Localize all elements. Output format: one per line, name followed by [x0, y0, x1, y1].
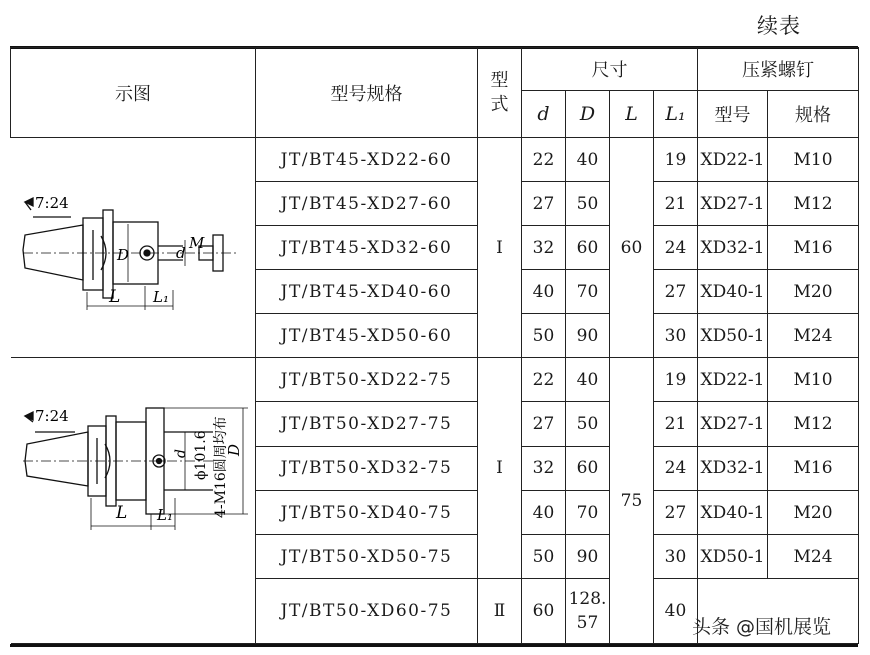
d-cell: 50 — [522, 314, 566, 358]
dim-D-label-45: D — [116, 246, 129, 264]
L1-cell: 40 — [654, 579, 698, 644]
L1-cell: 27 — [654, 490, 698, 534]
continuation-label: 续表 — [757, 14, 801, 38]
D-cell: 70 — [566, 270, 610, 314]
screw-spec-cell: M12 — [768, 402, 859, 446]
screw-spec-cell: M16 — [768, 446, 859, 490]
d-cell: 50 — [522, 535, 566, 579]
screw-spec-cell: M20 — [768, 490, 859, 534]
d-cell: 22 — [522, 358, 566, 402]
table-bottom-rule — [10, 644, 858, 647]
L1-cell: 21 — [654, 182, 698, 226]
L1-cell: 19 — [654, 138, 698, 182]
header-clamp-screw: 压紧螺钉 — [698, 48, 859, 91]
d-cell: 32 — [522, 226, 566, 270]
screw-model-cell: XD40-1 — [698, 490, 768, 534]
bolt-circle-label: ϕ101.6 — [192, 430, 209, 480]
d-cell: 27 — [522, 402, 566, 446]
model-cell: JT/BT50-XD60-75 — [256, 579, 478, 644]
L1-cell: 30 — [654, 535, 698, 579]
header-screw-model: 型号 — [698, 91, 768, 138]
screw-model-cell: XD40-1 — [698, 270, 768, 314]
model-cell: JT/BT50-XD22-75 — [256, 358, 478, 402]
dim-L1-label-45: L₁ — [152, 288, 169, 306]
D-cell: 90 — [566, 535, 610, 579]
model-cell: JT/BT50-XD50-75 — [256, 535, 478, 579]
d-cell: 40 — [522, 490, 566, 534]
model-cell: JT/BT45-XD32-60 — [256, 226, 478, 270]
type-cell-last: Ⅱ — [478, 579, 522, 644]
model-cell: JT/BT50-XD40-75 — [256, 490, 478, 534]
screw-spec-cell: M10 — [768, 138, 859, 182]
D-cell: 70 — [566, 490, 610, 534]
holder-drawing-50 — [13, 358, 253, 638]
watermark: 头条 @国机展览 — [692, 616, 832, 638]
figure-type-1 — [11, 138, 256, 358]
dim-d-label-50: d — [172, 449, 189, 458]
L1-cell: 27 — [654, 270, 698, 314]
L1-cell: 24 — [654, 226, 698, 270]
screw-spec-cell: M24 — [768, 535, 859, 579]
dim-L1-label-50: L₁ — [156, 506, 173, 524]
dim-M-label-45: M — [188, 234, 205, 252]
type-cell-group2: Ⅰ — [478, 358, 522, 579]
D-cell: 50 — [566, 182, 610, 226]
screw-model-cell: XD27-1 — [698, 182, 768, 226]
screw-model-cell: XD32-1 — [698, 226, 768, 270]
figure-type-2 — [11, 358, 256, 644]
header-d: d — [522, 91, 566, 138]
table-row — [11, 358, 859, 402]
D-cell: 40 — [566, 138, 610, 182]
L1-cell: 21 — [654, 402, 698, 446]
model-cell: JT/BT45-XD50-60 — [256, 314, 478, 358]
model-cell: JT/BT45-XD22-60 — [256, 138, 478, 182]
header-figure: 示图 — [11, 48, 256, 138]
model-cell: JT/BT45-XD27-60 — [256, 182, 478, 226]
d-cell: 27 — [522, 182, 566, 226]
holes-label: 4-M16圆周均布 — [212, 416, 229, 518]
D-cell: 50 — [566, 402, 610, 446]
screw-model-cell: XD22-1 — [698, 358, 768, 402]
tool-holder-spec-table — [10, 47, 859, 644]
L-cell-group2: 75 — [610, 358, 654, 644]
D-cell: 60 — [566, 226, 610, 270]
model-cell: JT/BT50-XD32-75 — [256, 446, 478, 490]
model-cell: JT/BT45-XD40-60 — [256, 270, 478, 314]
header-dimensions: 尺寸 — [522, 48, 698, 91]
header-L: L — [610, 91, 654, 138]
header-D: D — [566, 91, 610, 138]
table-row — [11, 138, 859, 182]
screw-model-cell: XD22-1 — [698, 138, 768, 182]
D-cell-line1: 128. — [568, 589, 607, 610]
taper-label-45: 7:24 — [34, 194, 69, 212]
D-cell: 40 — [566, 358, 610, 402]
header-screw-spec: 规格 — [768, 91, 859, 138]
D-cell-line2: 57 — [576, 613, 599, 634]
screw-spec-cell: M24 — [768, 314, 859, 358]
screw-spec-cell: M20 — [768, 270, 859, 314]
dim-d-label-45: d — [175, 244, 186, 262]
header-model-spec: 型号规格 — [256, 48, 478, 138]
holder-drawing-45 — [13, 140, 253, 350]
L1-cell: 19 — [654, 358, 698, 402]
dim-L-label-45: L — [108, 287, 121, 307]
header-L1: L₁ — [654, 91, 698, 138]
dim-D-label-50: D — [224, 443, 243, 456]
model-cell: JT/BT50-XD27-75 — [256, 402, 478, 446]
D-cell: 60 — [566, 446, 610, 490]
screw-spec-cell: M10 — [768, 358, 859, 402]
L1-cell: 30 — [654, 314, 698, 358]
d-cell: 60 — [522, 579, 566, 644]
taper-label-50: 7:24 — [34, 407, 69, 425]
header-type-line2: 式 — [490, 93, 509, 115]
d-cell: 22 — [522, 138, 566, 182]
type-cell-group1: Ⅰ — [478, 138, 522, 358]
D-cell — [566, 579, 610, 644]
d-cell: 40 — [522, 270, 566, 314]
L-cell-group1: 60 — [610, 138, 654, 358]
screw-model-cell: XD27-1 — [698, 402, 768, 446]
D-cell: 90 — [566, 314, 610, 358]
header-type — [478, 48, 522, 138]
screw-model-cell: XD50-1 — [698, 535, 768, 579]
dim-L-label-50: L — [115, 503, 128, 523]
screw-model-cell: XD50-1 — [698, 314, 768, 358]
header-type-line1: 型 — [490, 69, 509, 91]
d-cell: 32 — [522, 446, 566, 490]
screw-spec-cell: M12 — [768, 182, 859, 226]
screw-model-cell: XD32-1 — [698, 446, 768, 490]
L1-cell: 24 — [654, 446, 698, 490]
screw-spec-cell: M16 — [768, 226, 859, 270]
